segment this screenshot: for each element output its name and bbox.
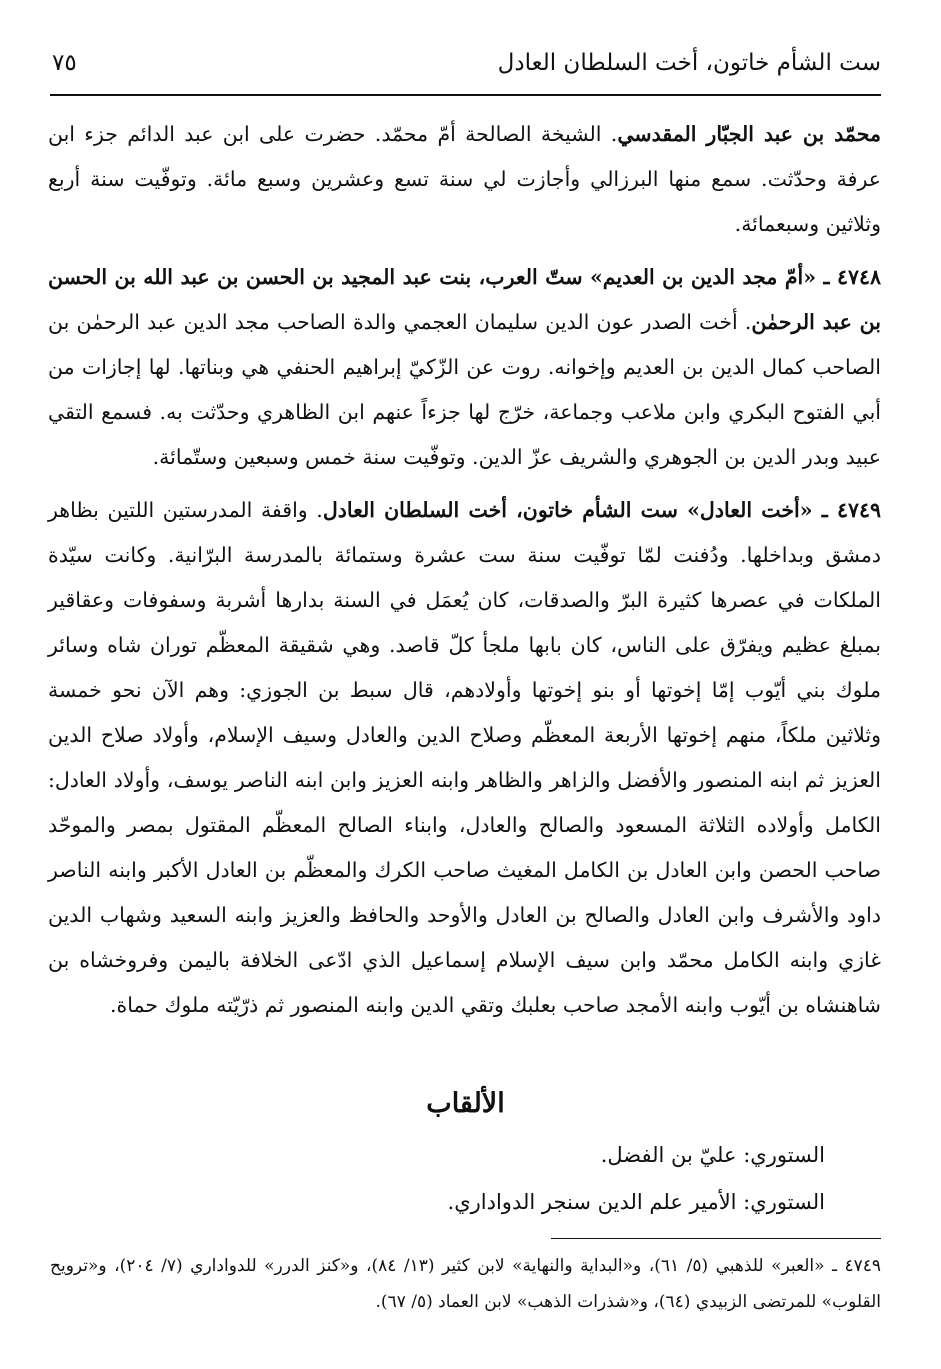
page-header <box>50 44 881 88</box>
entry-body: . الشيخة الصالحة أمّ محمّد. حضرت على ابن عبد الدائم جزء ابن عرفة وحدّثت. سمع منها البرزالي وأجازت لي سنة تسع وعشرين وسبع مائة. وتوفّيت سنة أربع وثلاثين وسبعمائة. <box>48 122 881 236</box>
main-text <box>48 112 881 1036</box>
entry-continuation <box>48 112 881 247</box>
entry-heading: ٤٧٤٨ ـ «أمّ مجد الدين بن العديم» ستّ العرب، بنت عبد المجيد بن الحسن بن عبد الله بن الحسن بن عبد الرحمٰن <box>48 265 881 334</box>
entry-4748 <box>48 255 881 480</box>
list-item: الستوري: الأمير علم الدين سنجر الدواداري. <box>447 1190 825 1214</box>
section-title: الألقاب <box>426 1088 505 1119</box>
entry-heading: ٤٧٤٩ ـ «أخت العادل» ست الشأم خاتون، أخت السلطان العادل <box>322 498 881 522</box>
alqab-list <box>200 1132 825 1226</box>
entry-heading: محمّد بن عبد الجبّار المقدسي <box>617 122 881 146</box>
footnote-rule <box>551 1238 881 1239</box>
entry-4749 <box>48 488 881 1028</box>
entry-body: . واقفة المدرستين اللتين بظاهر دمشق وبداخلها. ودُفنت لمّا توفّيت سنة ست عشرة وستمائة بالمدرسة البرّانية. وكانت سيّدة الملكات في عصرها كثيرة البرّ والصدقات، كان يُعمَل في السنة بدارها أشربة وسفوفات وعقاقير بمبلغ عظيم ويفرّق على الناس، كان بابها ملجأ كلّ قاصد. وهي شقيقة المعظّم توران شاه وسائر ملوك بني أيّوب إمّا إخوتها أو بنو إخوتها وأولادهم، قال سبط بن الجوزي: وهم الآن نحو خمسة وثلاثين ملكاً، منهم إخوتها الأربعة المعظّم وصلاح الدين والعادل وسيف الإسلام، وأولاد صلاح الدين العزيز ثم ابنه المنصور والأفضل والزاهر والظاهر وابنه العزيز وابن ابنه الناصر يوسف، وأولاد العادل: الكامل وأولاده الثلاثة المسعود والصالح والعادل، وابناء الصالح المعظّم المقتول بمصر والموحّد صاحب الحصن وابن العادل بن الكامل المغيث صاحب الكرك والمعظّم بن العادل الأكبر وابنه الناصر داود والأشرف وابن العادل والصالح بن العادل والأوحد والحافظ والعزيز وابنه السعيد وشهاب الدين غازي وابنه الكامل محمّد وابن سيف الإسلام إسماعيل الذي ادّعى الخلافة باليمن وفروخشاه بن شاهنشاه بن أيّوب وابنه الأمجد صاحب بعلبك وتقي الدين وابنه المنصور ثم ذرّيّته ملوك حماة. <box>48 498 881 1017</box>
page-number: ٧٥ <box>52 50 77 76</box>
footnote: ٤٧٤٩ ـ «العبر» للذهبي (٥/ ٦١)، و«البداية والنهاية» لابن كثير (١٣/ ٨٤)، و«كنز الدرر» للدواداري (٧/ ٢٠٤)، و«ترويح القلوب» للمرتضى الزبيدي (٦٤)، و«شذرات الذهب» لابن العماد (٥/ ٦٧). <box>50 1256 881 1312</box>
header-rule <box>50 94 881 96</box>
running-head: ست الشأم خاتون، أخت السلطان العادل <box>497 50 881 76</box>
list-item: الستوري: عليّ بن الفضل. <box>600 1143 825 1167</box>
entry-body: . أخت الصدر عون الدين سليمان العجمي والدة الصاحب مجد الدين عبد الرحمٰن بن الصاحب كمال الدين بن العديم وإخوانه. روت عن الزّكيّ إبراهيم الحنفي هي وبناتها. لها إجازات من أبي الفتوح البكري وابن ملاعب وجماعة، خرّج لها جزءاً عنهم ابن الظاهري وحدّثت به. فسمع التقي عبيد وبدر الدين بن الجوهري والشريف عزّ الدين. وتوفّيت سنة خمس وسبعين وستّمائة. <box>48 310 881 469</box>
